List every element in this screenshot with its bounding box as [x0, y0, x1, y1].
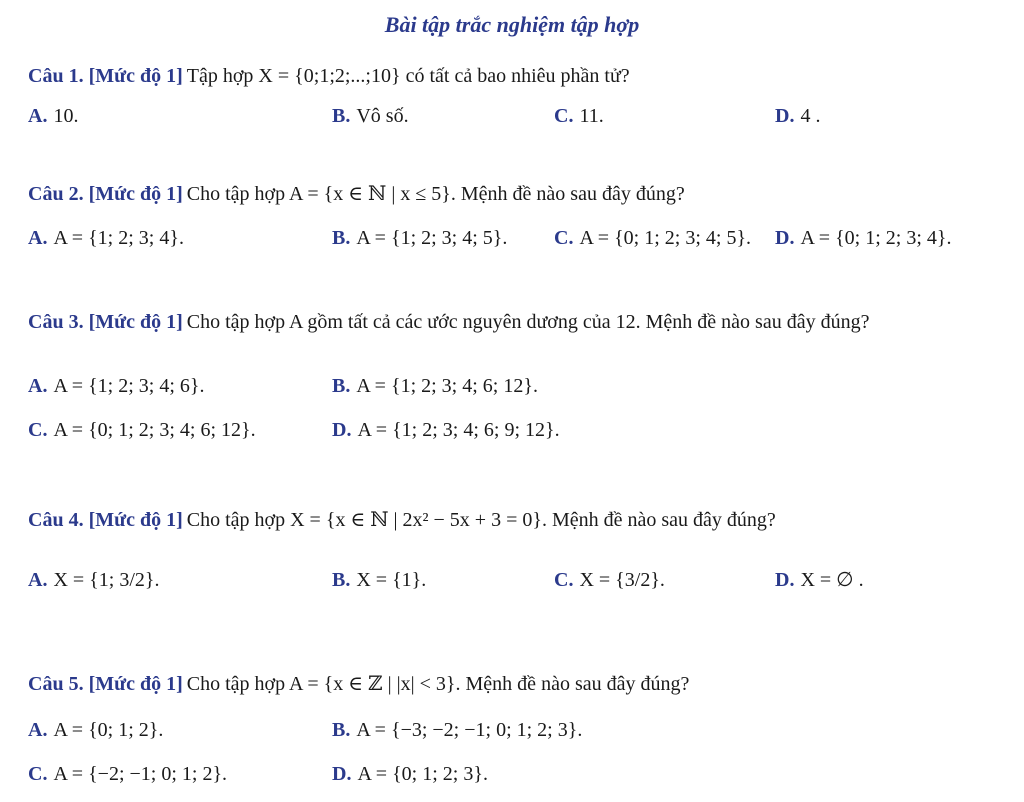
option-c[interactable]: [554, 566, 665, 594]
question-text: Cho tập hợp A gồm tất cả các ước nguyên dương của 12. Mệnh đề nào sau đây đúng?: [186, 311, 870, 333]
question-label: Câu 5. [Mức độ 1]: [28, 673, 183, 695]
option-d[interactable]: [775, 102, 820, 130]
option-a[interactable]: [28, 224, 184, 252]
option-letter: B.: [332, 719, 351, 741]
option-letter: B.: [332, 227, 351, 249]
option-text: 10.: [53, 105, 79, 127]
question-4: [28, 506, 776, 534]
question-label: Câu 3. [Mức độ 1]: [28, 311, 183, 333]
option-b[interactable]: [332, 102, 409, 130]
option-letter: A.: [28, 719, 48, 741]
option-letter: C.: [554, 227, 574, 249]
question-text: Tập hợp X = {0;1;2;...;10} có tất cả bao nhiêu phần tử?: [186, 65, 630, 87]
option-letter: D.: [775, 227, 795, 249]
option-c[interactable]: [554, 102, 604, 130]
option-letter: C.: [554, 569, 574, 591]
option-text: X = {1}.: [356, 569, 427, 591]
option-d[interactable]: [332, 760, 488, 788]
option-letter: A.: [28, 375, 48, 397]
option-c[interactable]: [554, 224, 751, 252]
option-text: X = {3/2}.: [579, 569, 665, 591]
question-label: Câu 4. [Mức độ 1]: [28, 509, 183, 531]
option-text: A = {1; 2; 3; 4; 6; 9; 12}.: [357, 419, 560, 441]
question-1: [28, 62, 630, 90]
option-letter: C.: [28, 763, 48, 785]
option-letter: A.: [28, 105, 48, 127]
question-2: [28, 180, 685, 208]
option-a[interactable]: [28, 372, 205, 400]
option-letter: D.: [775, 569, 795, 591]
option-text: A = {0; 1; 2; 3; 4}.: [800, 227, 952, 249]
option-text: A = {−2; −1; 0; 1; 2}.: [53, 763, 228, 785]
option-c[interactable]: [28, 760, 227, 788]
option-letter: A.: [28, 569, 48, 591]
option-d[interactable]: [775, 224, 952, 252]
option-text: X = ∅ .: [800, 569, 864, 591]
option-c[interactable]: [28, 416, 256, 444]
option-text: A = {1; 2; 3; 4; 6; 12}.: [356, 375, 538, 397]
option-d[interactable]: [332, 416, 560, 444]
option-letter: D.: [332, 419, 352, 441]
question-label: Câu 1. [Mức độ 1]: [28, 65, 183, 87]
question-text: Cho tập hợp X = {x ∈ ℕ | 2x² − 5x + 3 = 0}. Mệnh đề nào sau đây đúng?: [186, 509, 776, 531]
option-text: X = {1; 3/2}.: [53, 569, 160, 591]
option-a[interactable]: [28, 566, 160, 594]
option-letter: B.: [332, 375, 351, 397]
option-text: A = {0; 1; 2; 3; 4; 5}.: [579, 227, 752, 249]
option-letter: C.: [554, 105, 574, 127]
option-b[interactable]: [332, 372, 538, 400]
option-text: A = {1; 2; 3; 4}.: [53, 227, 184, 249]
option-text: A = {0; 1; 2; 3; 4; 6; 12}.: [53, 419, 256, 441]
option-text: A = {0; 1; 2}.: [53, 719, 164, 741]
option-d[interactable]: [775, 566, 864, 594]
option-text: 11.: [579, 105, 604, 127]
option-text: A = {0; 1; 2; 3}.: [357, 763, 488, 785]
option-text: 4 .: [800, 105, 821, 127]
option-text: A = {−3; −2; −1; 0; 1; 2; 3}.: [356, 719, 583, 741]
option-text: A = {1; 2; 3; 4; 5}.: [356, 227, 508, 249]
option-a[interactable]: [28, 102, 78, 130]
question-3: [28, 308, 998, 336]
option-b[interactable]: [332, 224, 507, 252]
option-b[interactable]: [332, 566, 426, 594]
option-letter: B.: [332, 105, 351, 127]
question-label: Câu 2. [Mức độ 1]: [28, 183, 183, 205]
option-a[interactable]: [28, 716, 163, 744]
question-5: [28, 670, 689, 698]
page-title: Bài tập trắc nghiệm tập hợp: [384, 12, 640, 37]
option-letter: B.: [332, 569, 351, 591]
option-text: A = {1; 2; 3; 4; 6}.: [53, 375, 205, 397]
question-text: Cho tập hợp A = {x ∈ ℕ | x ≤ 5}. Mệnh đề nào sau đây đúng?: [186, 183, 685, 205]
option-letter: A.: [28, 227, 48, 249]
question-text: Cho tập hợp A = {x ∈ ℤ | |x| < 3}. Mệnh đề nào sau đây đúng?: [186, 673, 690, 695]
option-letter: D.: [775, 105, 795, 127]
option-b[interactable]: [332, 716, 582, 744]
option-text: Vô số.: [356, 105, 409, 127]
option-letter: C.: [28, 419, 48, 441]
option-letter: D.: [332, 763, 352, 785]
